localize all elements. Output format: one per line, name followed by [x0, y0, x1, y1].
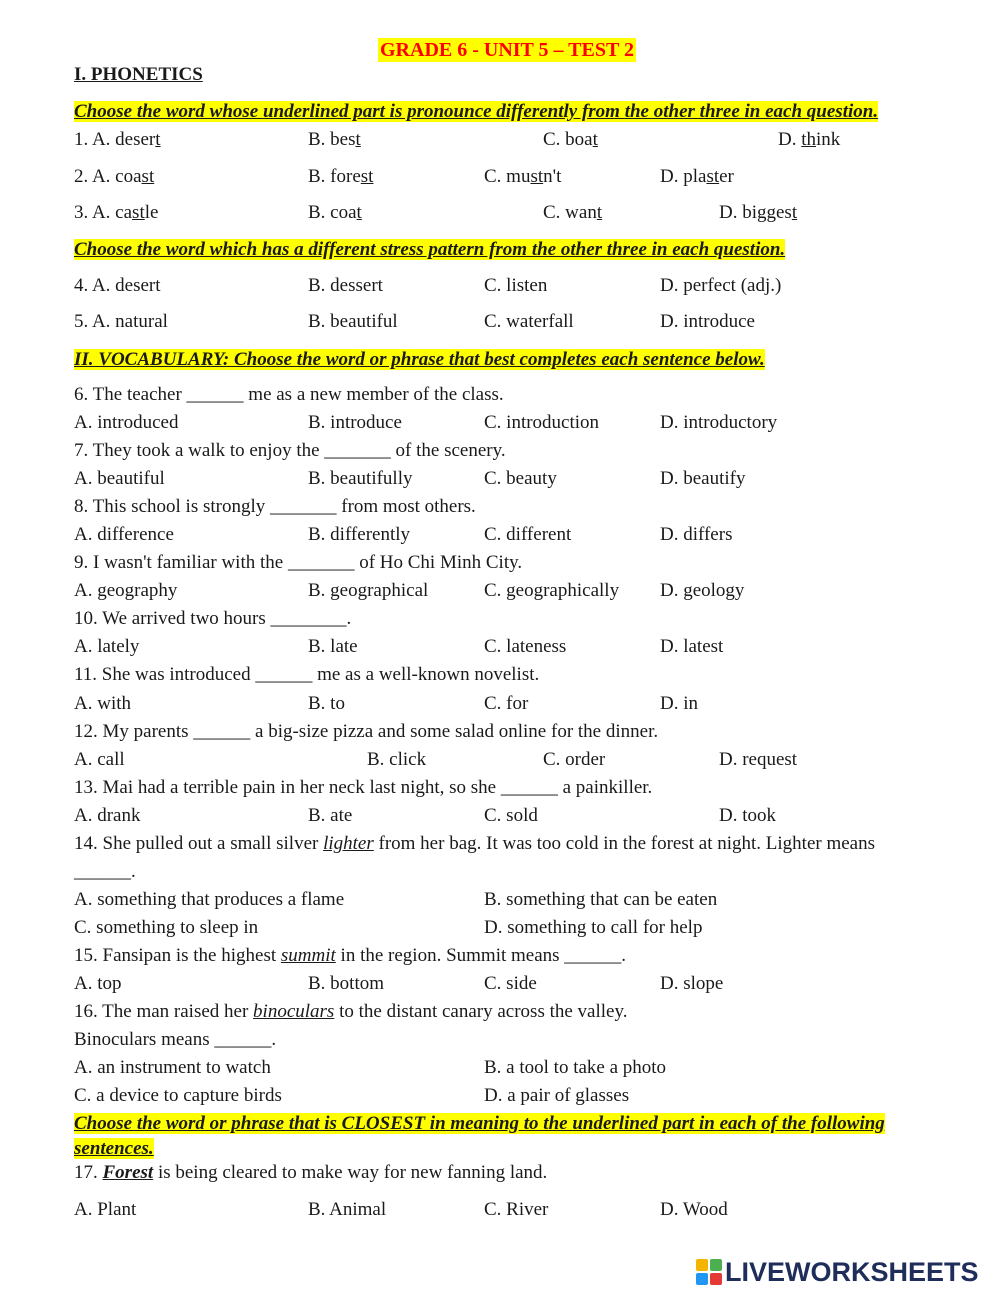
- q14-stem: 14. She pulled out a small silver lighter from her bag. It was too cold in the forest at night. Lighter means: [74, 833, 876, 854]
- instruction-closest-meaning-continued: sentences.: [74, 1138, 154, 1159]
- q8-stem: 8. This school is strongly _______ from most others.: [74, 496, 476, 517]
- q7-option-b: B. beautifully: [308, 468, 413, 489]
- q16-stem: 16. The man raised her binoculars to the distant canary across the valley.: [74, 1001, 628, 1022]
- q4-option-b: B. dessert: [308, 275, 383, 296]
- q11-option-a: A. with: [74, 693, 131, 714]
- q10-option-a: A. lately: [74, 636, 140, 657]
- liveworksheets-logo-text: LIVEWORKSHEETS: [725, 1256, 979, 1287]
- q7-option-c: C. beauty: [484, 468, 557, 489]
- q9-option-a: A. geography: [74, 580, 178, 601]
- q12-stem: 12. My parents ______ a big-size pizza and some salad online for the dinner.: [74, 721, 659, 742]
- instruction-closest-meaning: Choose the word or phrase that is CLOSEST in meaning to the underlined part in each of the following: [74, 1113, 885, 1134]
- q3-option-d: D. biggest: [719, 202, 798, 223]
- q6-option-d: D. introductory: [660, 412, 778, 433]
- q5-option-a: 5. A. natural: [74, 311, 168, 332]
- q13-option-b: B. ate: [308, 805, 353, 826]
- page-title: GRADE 6 - UNIT 5 – TEST 2: [380, 39, 634, 61]
- q16-option-a: A. an instrument to watch: [74, 1057, 271, 1078]
- q8-option-d: D. differs: [660, 524, 733, 545]
- instruction-pronunciation: Choose the word whose underlined part is pronounce differently from the other three in each question.: [74, 101, 879, 122]
- q10-option-d: D. latest: [660, 636, 724, 657]
- q15-option-c: C. side: [484, 973, 537, 994]
- q16-stem-continued: Binoculars means ______.: [74, 1029, 277, 1050]
- q16-option-b: B. a tool to take a photo: [484, 1057, 667, 1078]
- q11-option-d: D. in: [660, 693, 698, 714]
- q14-option-a: A. something that produces a flame: [74, 889, 345, 910]
- q2-option-b: B. forest: [308, 166, 374, 187]
- q17-option-d: D. Wood: [660, 1199, 728, 1220]
- q1-option-c: C. boat: [543, 129, 598, 150]
- q6-stem: 6. The teacher ______ me as a new member of the class.: [74, 384, 504, 405]
- q15-stem: 15. Fansipan is the highest summit in the region. Summit means ______.: [74, 945, 627, 966]
- q17-option-a: A. Plant: [74, 1199, 137, 1220]
- q16-option-c: C. a device to capture birds: [74, 1085, 282, 1106]
- q16-option-d: D. a pair of glasses: [484, 1085, 630, 1106]
- q4-option-c: C. listen: [484, 275, 548, 296]
- q11-option-c: C. for: [484, 693, 529, 714]
- q9-stem: 9. I wasn't familiar with the _______ of Ho Chi Minh City.: [74, 552, 523, 573]
- q14-option-b: B. something that can be eaten: [484, 889, 718, 910]
- q8-option-b: B. differently: [308, 524, 411, 545]
- q2-option-c: C. mustn't: [484, 166, 562, 187]
- q4-option-d: D. perfect (adj.): [660, 275, 782, 296]
- q5-option-b: B. beautiful: [308, 311, 398, 332]
- q1-option-d: D. think: [778, 129, 841, 150]
- liveworksheets-logo-icon: [696, 1259, 722, 1285]
- q12-option-a: A. call: [74, 749, 125, 770]
- q13-option-d: D. took: [719, 805, 776, 826]
- q12-option-b: B. click: [367, 749, 427, 770]
- q11-stem: 11. She was introduced ______ me as a well-known novelist.: [74, 664, 540, 685]
- q14-stem-continued: ______.: [74, 861, 136, 882]
- q3-option-c: C. want: [543, 202, 603, 223]
- q3-option-a: 3. A. castle: [74, 202, 159, 223]
- q6-option-c: C. introduction: [484, 412, 600, 433]
- q4-option-a: 4. A. desert: [74, 275, 161, 296]
- liveworksheets-logo[interactable]: [696, 1256, 979, 1288]
- q7-stem: 7. They took a walk to enjoy the _______ of the scenery.: [74, 440, 506, 461]
- q8-option-c: C. different: [484, 524, 572, 545]
- q14-option-c: C. something to sleep in: [74, 917, 259, 938]
- q13-stem: 13. Mai had a terrible pain in her neck last night, so she ______ a painkiller.: [74, 777, 653, 798]
- q5-option-d: D. introduce: [660, 311, 755, 332]
- q15-option-d: D. slope: [660, 973, 724, 994]
- q2-option-a: 2. A. coast: [74, 166, 155, 187]
- q10-option-c: C. lateness: [484, 636, 567, 657]
- section-vocabulary-heading: II. VOCABULARY: Choose the word or phrase that best completes each sentence below.: [74, 349, 765, 370]
- q8-option-a: A. difference: [74, 524, 174, 545]
- q7-option-a: A. beautiful: [74, 468, 165, 489]
- q9-option-c: C. geographically: [484, 580, 620, 601]
- q17-option-b: B. Animal: [308, 1199, 387, 1220]
- section-phonetics-heading: I. PHONETICS: [74, 64, 203, 85]
- q5-option-c: C. waterfall: [484, 311, 574, 332]
- q12-option-c: C. order: [543, 749, 606, 770]
- q6-option-b: B. introduce: [308, 412, 402, 433]
- q2-option-d: D. plaster: [660, 166, 734, 187]
- q13-option-a: A. drank: [74, 805, 141, 826]
- q7-option-d: D. beautify: [660, 468, 746, 489]
- q17-stem: 17. Forest is being cleared to make way for new fanning land.: [74, 1162, 548, 1183]
- q13-option-c: C. sold: [484, 805, 538, 826]
- q17-option-c: C. River: [484, 1199, 549, 1220]
- q15-option-a: A. top: [74, 973, 122, 994]
- q3-option-b: B. coat: [308, 202, 362, 223]
- q11-option-b: B. to: [308, 693, 345, 714]
- q12-option-d: D. request: [719, 749, 798, 770]
- q14-option-d: D. something to call for help: [484, 917, 703, 938]
- instruction-stress: Choose the word which has a different stress pattern from the other three in each question.: [74, 239, 786, 260]
- q10-option-b: B. late: [308, 636, 358, 657]
- q6-option-a: A. introduced: [74, 412, 179, 433]
- q1-option-a: 1. A. desert: [74, 129, 161, 150]
- q9-option-d: D. geology: [660, 580, 745, 601]
- q9-option-b: B. geographical: [308, 580, 429, 601]
- q1-option-b: B. best: [308, 129, 361, 150]
- q10-stem: 10. We arrived two hours ________.: [74, 608, 352, 629]
- q15-option-b: B. bottom: [308, 973, 385, 994]
